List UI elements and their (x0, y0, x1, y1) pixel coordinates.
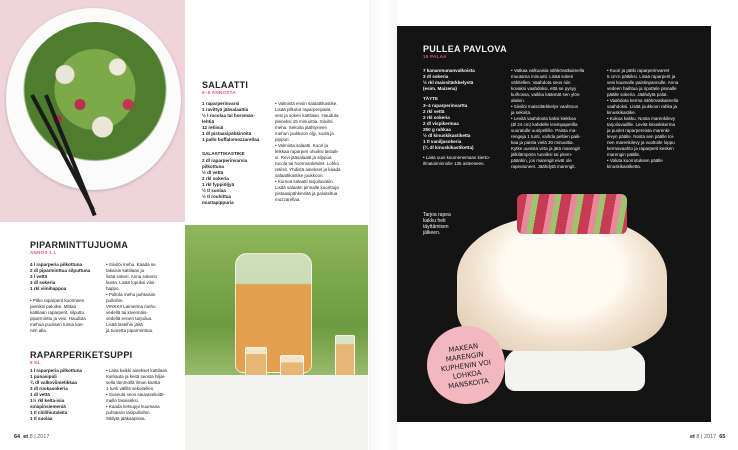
salad-photo (0, 0, 185, 222)
piparminttujuoma-method-b: • Siivilöi mehu. Kaada se takaisin kattilaan ja lisää sokeri. Anna sokerin liueta. Lisää lopuksi viini- happo. • Pullota mehu puhtaisiin pulloihin. VINKKI! Laimenna mehu vedellä tai kivennäis- vedellä ennen tarjoilua. Lisää laseihin jäitä ja tuoretta piparminttua. (106, 262, 158, 333)
salaatti-dressing-heading: SALAATTIKASTIKE (202, 151, 245, 156)
pavlova-filling-ingredients: 3–4 raparperinvartta 2 rkl vettä 2 rkl sokeria 2 dl vispikermaa 250 g rahkaa ½ dl kinuskikastiketta 1 tl vaniljasokeria (¾ dl kinuskikastiketta) (423, 103, 474, 150)
pavlova-filling-heading: TÄYTE (423, 96, 439, 101)
drink-photo (185, 225, 368, 450)
salaatti-ingredients: 1 raparperinvarsi 1 ravittyä jääsalaattia ½ l rucolaa tai horsman- lehtiä 12 retiisiä 1 dl pistaasipähkinöitä 1 pallo buffalomozzarellaa (202, 101, 260, 142)
page-number: 64 (14, 434, 21, 440)
magazine-logo: et (690, 434, 695, 440)
recipe-title: RAPARPERIKETSUPPI (30, 350, 133, 360)
salaatti-method: • Valmista ensin salaattikastike. Lisää pilkotut raparperipalat, vesi ja sokeri kattilaan. Hauduta pieneksi 15 minuuttia. Siivilöi mehu. Sekoita jäähtyneen mehun joukkoon öljy, suola ja pippuri. • Valmista salaatti. Kuori ja leikkaa raparperi ohuiksi lastuik- si. Revi jääsalaatti ja silppua rucola tai horsmanlehdet. Lohko retiisit. Yhdistä ainekset ja kaada salaattikastike joukkoon. • Kumoa salaatti tarjoiluvatiin. Lisää salaatin pinnalle kuorittuja pistaasipähkinöitä ja paloiteltua mozzarellaa. (275, 101, 341, 202)
page-number: 65 (719, 434, 726, 440)
recipe-servings: 8 DL (30, 360, 41, 365)
recipe-title: PULLEA PAVLOVA (423, 44, 507, 54)
recipe-servings: 15 PALAA (423, 54, 447, 59)
recipe-title: PIPARMINTTUJUOMA (30, 240, 129, 250)
table-cloth (185, 375, 368, 450)
pavlova-cake (457, 216, 667, 351)
pavlova-oven-note: • Laita uuni kuumenemaan kierto- ilmatoiminnolle 135 asteeseen. (423, 155, 491, 166)
issue-number: 8 | 2017 (696, 434, 717, 440)
page-folio-left (14, 434, 49, 440)
recipe-title: SALAATTI (202, 80, 249, 90)
piparminttujuoma-ingredients: 4 l raparperia pilkottuna 2 dl piparminttua silputtuna 2 l vettä 3 dl sokeria 1 rkl viinihappoa (30, 262, 91, 291)
salad-greens (20, 22, 170, 172)
recipe-servings: ANNOS 1 L (30, 250, 57, 255)
juice-glass (335, 335, 355, 377)
raparperiketsuppi-method: • Laita kaikki ainekset kattilaan. Kiehauta ja keitä seosta hiljai- sella lämmöllä ilman kantta 1 tunti välillä sekoitellen. • Soseuta seos sauvasekoitti- mella tasaiseksi. • Kaada ketsuppi kuumana puhtaisiin lasipulloihin. Säilytä jääkaapissa. (106, 368, 169, 421)
rhubarb-topping (517, 194, 627, 234)
page-gutter (369, 0, 397, 450)
pavlova-method-1: • Vatkaa valkuaisia sähkövatkaimella muutama minuutti. Lisää sokeri vähitellen. Vaahdota seos niin kovaksi vaahdoksi, että se pysyy kulhossa, vaikka käännät sen ylös- alaisin. • Siivilöi maissitärkkelys vaahtoon ja sekoita. • Levitä vaahdosta kaksi kiekkoa (Ø 24 cm) kahdelle leivinpaperilla vuoratulle uunipellille. Paista ma- rengeja 1 tunti, vaihda peltien paik- kaa ja paista vielä 30 minuuttia. Kytke uunista virta ja jätä marengit jälkilämpöön tunniksi tai pitem- päänkin, jos marengit eivät ole rapeutuneet. Jäähdytä marengit. (511, 68, 585, 169)
magazine-logo: et (23, 434, 29, 440)
raparperiketsuppi-recipe (30, 350, 180, 365)
recipe-servings: 6–8 ANNOSTA (202, 90, 236, 95)
pavlova-method-2: • Kuori ja pätki raparperinvarret 5 cm:n pätkiksi. Lisää raparperit ja vesi kuumalle paistinpannulle. Anna vedeen haihtua ja ripottele pinnalle päälle sokeria. Jäähdytä palat. • Vaahdota kerma sähkövatkaimella vaahdoksi. Lisää joukkoon rahka ja kinuskikastike. • Kokoa kakku. Nosta marenkilevy tarjoiluvadille. Levitä kinuskikerma ja puolet raparpereista marenki- levyn päälle. Nosta sen päälle toi- nen marenkilevy ja vuottoile loppu kermavaahto ja raparperit kesken marengin päälle. • Valuta kuorrutuksen päälle kinuskikastiketta. (607, 68, 679, 169)
page-folio-right (690, 434, 725, 440)
raparperiketsuppi-ingredients: 1 l raparperia pilkottuna 1 punasipuli ¾ dl valkoviinietikkaa 3 dl ruokasokeria 1 dl vettä 1½ rkl kelta-isia sinapinsiemeniä 1 tl chilihiutaleita 1 tl suolaa (30, 368, 83, 421)
pavlova-ingredients: 7 kananmunanvalkoista 3 dl sokeria ½ rkl maissitärkkelystä (esim. Maizena) (423, 68, 475, 91)
pavlova-panel (397, 26, 711, 422)
photo-caption: Tarjoa rapea kakku heti täyttämisen jälkeen. (423, 212, 451, 236)
piparminttujuoma-method-a: • Pilko raparperit kuorineen pieniksi paloiksi. Mittaa kattilaan raparperit, silputtu piparminttu ja vesi. Hauduta mehua puolisen tuntia kan- nen alla. (30, 298, 86, 333)
piparminttujuoma-recipe (30, 240, 180, 255)
tip-badge-text: MAKEAN MARENGIN KUPHENIN VOI LOHKOA MANSKOITA (440, 342, 492, 391)
salaatti-dressing-ingredients: 2 dl raparperinvarsia pilkottuna ½ dl vettä 2 rkl sokeria 1 rkl fyppiöljyä ½ tl suolaa ½ tl rouhittua mustapippuria (202, 158, 248, 205)
issue-number: 8 | 2017 (29, 434, 50, 440)
pavlova-recipe (423, 44, 543, 59)
salaatti-recipe (202, 80, 372, 95)
